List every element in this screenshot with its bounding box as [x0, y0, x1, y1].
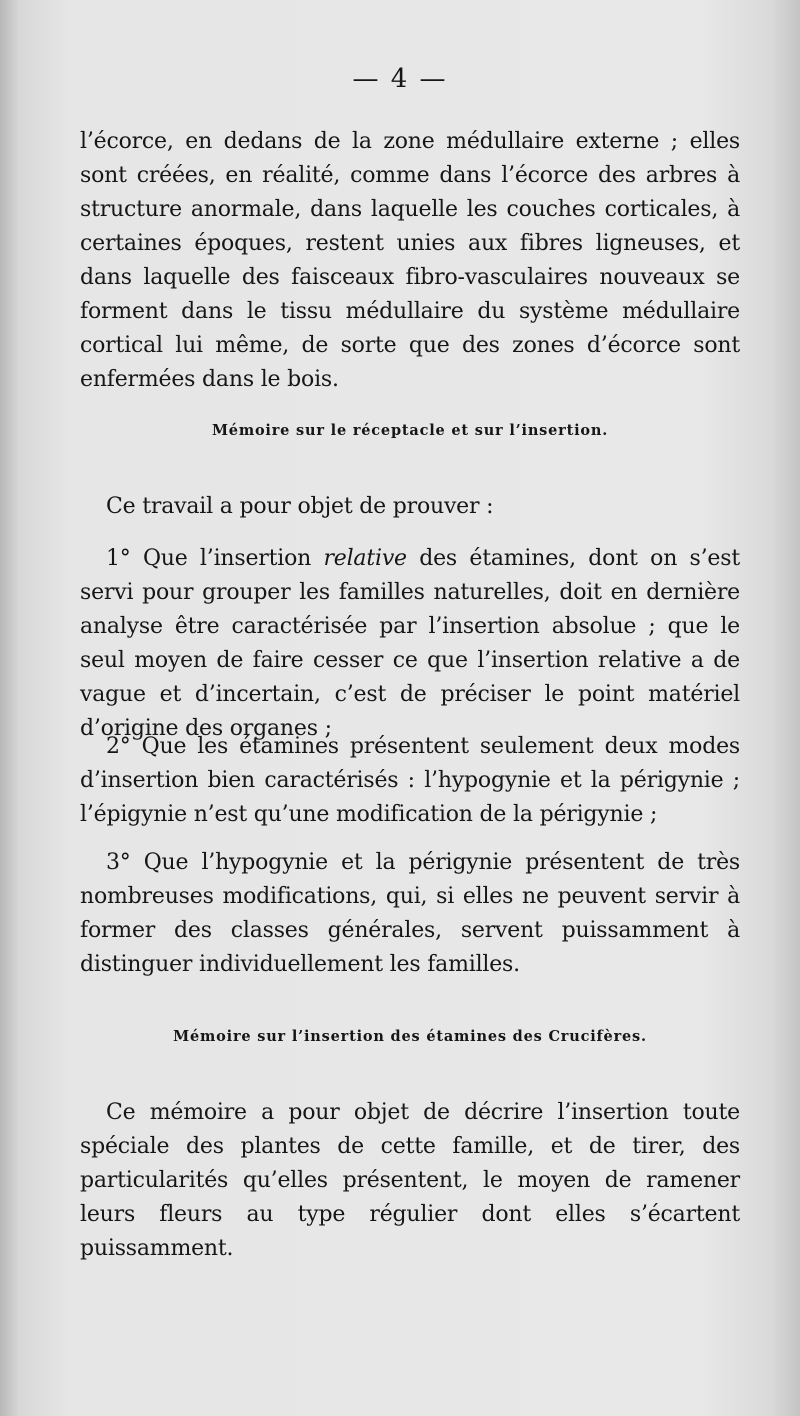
paragraph-point-3: 3° Que l’hypogynie et la périgynie présentent de très nombreuses modifications, qui, si elles ne peuvent servir à former des classes générales, servent puissamment à distinguer individuellement les familles. — [80, 850, 740, 977]
point-1-text-end: des étamines, dont on s’est servi pour grouper les familles naturelles, doit en dernière analyse être caractérisée par l’insertion absolue ; que le seul moyen de faire cesser ce que l’insertion relative a de vague et d’incertain, c’est de préciser le point matériel d’origine des organes ; — [80, 546, 740, 741]
section-heading-cruciferes: Mémoire sur l’insertion des étamines des Crucifères. — [173, 1028, 647, 1045]
point-1-italic-word: relative — [323, 546, 407, 571]
paragraph-cruciferes: Ce mémoire a pour objet de décrire l’insertion toute spéciale des plantes de cette famille, et de tirer, des particularités qu’elles présentent, le moyen de ramener leurs fleurs au type régulier dont elles s’écartent puissamment. — [80, 1100, 740, 1261]
page-number: — 4 — — [352, 64, 448, 94]
paragraph-point-1 — [80, 542, 740, 746]
point-1-text-start: 1° Que l’insertion — [106, 546, 324, 571]
paragraph-intro: Ce travail a pour objet de prouver : — [106, 494, 494, 519]
paragraph-continued: l’écorce, en dedans de la zone médullaire externe ; elles sont créées, en réalité, comme dans l’écorce des arbres à structure anormale, dans laquelle les couches corticales, à certaines époques, restent unies aux fibres ligneuses, et dans laquelle des faisceaux fibro-vasculaires nouveaux se forment dans le tissu médullaire du système médullaire cortical lui même, de sorte que des zones d’écorce sont enfermées dans le bois. — [80, 129, 740, 392]
section-heading-receptacle: Mémoire sur le réceptacle et sur l’insertion. — [211, 422, 609, 439]
paragraph-point-2: 2° Que les étamines présentent seulement deux modes d’insertion bien caractérisés : l’hypogynie et la périgynie ; l’épigynie n’est qu’une modification de la périgynie ; — [80, 734, 740, 827]
